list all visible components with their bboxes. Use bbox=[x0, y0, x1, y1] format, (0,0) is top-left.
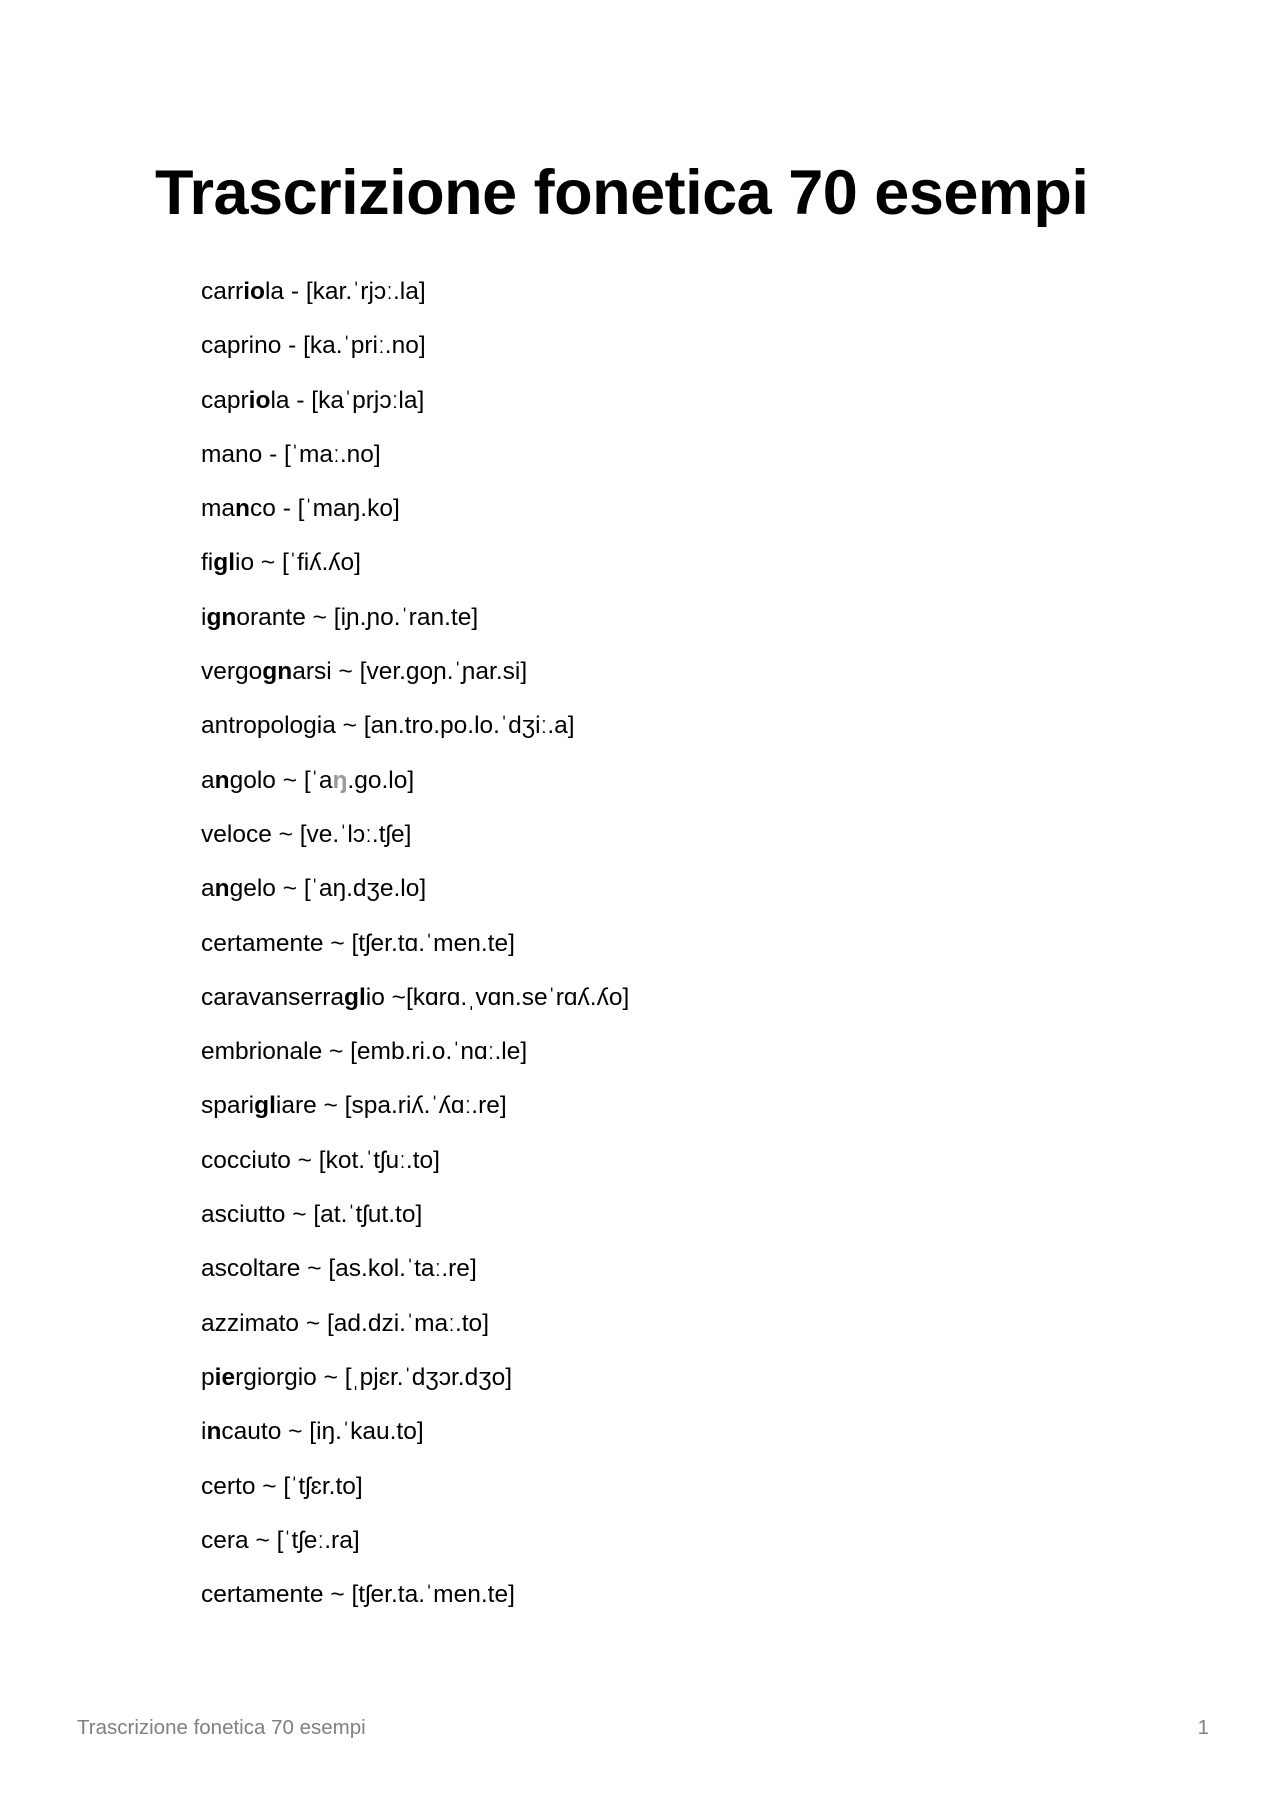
example-text bbox=[201, 1527, 360, 1555]
example-text bbox=[201, 1310, 489, 1338]
example-text-segment: la - [kaˈprjɔːla] bbox=[270, 386, 425, 414]
example-text-segment: certo ~ [ˈtʃɛr.to] bbox=[201, 1472, 363, 1500]
highlighted-letters: n bbox=[214, 766, 230, 794]
highlighted-letters: gl bbox=[254, 1092, 276, 1120]
example-text bbox=[201, 1364, 512, 1392]
example-text-segment: a bbox=[201, 766, 215, 794]
example-text-segment: p bbox=[201, 1363, 215, 1391]
example-text bbox=[201, 1201, 422, 1229]
example-text-segment: fi bbox=[201, 549, 214, 577]
example-text bbox=[201, 387, 424, 415]
example-text-segment: capr bbox=[201, 386, 249, 414]
example-text-segment: asciutto ~ [at.ˈtʃut.to] bbox=[201, 1201, 423, 1229]
highlighted-letters: n bbox=[235, 495, 251, 523]
example-text-segment: certamente ~ [tʃer.tɑ.ˈmen.te] bbox=[201, 929, 515, 957]
example-text bbox=[201, 930, 515, 958]
example-text-segment: ma bbox=[201, 495, 236, 523]
example-text bbox=[201, 984, 629, 1012]
highlighted-letters: n bbox=[206, 1418, 222, 1446]
highlighted-letters: n bbox=[214, 875, 230, 903]
highlighted-letters: gn bbox=[206, 603, 237, 631]
example-text bbox=[201, 604, 478, 632]
example-text bbox=[201, 1581, 515, 1609]
example-text bbox=[201, 332, 426, 360]
example-text bbox=[201, 441, 381, 469]
example-text-segment: golo ~ [ˈa bbox=[229, 766, 333, 794]
highlighted-letters: ie bbox=[214, 1363, 236, 1391]
example-text-segment: ascoltare ~ [as.kol.ˈtaː.re] bbox=[201, 1255, 477, 1283]
highlighted-letters: gn bbox=[262, 658, 293, 686]
example-text-segment: orante ~ [iɲ.ɲo.ˈran.te] bbox=[236, 603, 479, 631]
example-text-segment: iare ~ [spa.riʎ.ˈʎɑː.re] bbox=[275, 1092, 507, 1120]
example-text-segment: antropologia ~ [an.tro.po.lo.ˈdʒiː.a] bbox=[201, 712, 575, 740]
example-text-segment: arsi ~ [ver.goɲ.ˈɲar.si] bbox=[292, 658, 528, 686]
highlighted-letters: io bbox=[248, 386, 271, 414]
example-text bbox=[201, 1147, 440, 1175]
example-text bbox=[201, 767, 414, 795]
highlighted-letters: ŋ bbox=[332, 766, 348, 794]
highlighted-letters: gl bbox=[213, 549, 236, 577]
example-text-segment: mano - [ˈmaː.no] bbox=[201, 440, 381, 468]
page-number: 1 bbox=[1197, 1716, 1209, 1739]
example-text-segment: cauto ~ [iŋ.ˈkau.to] bbox=[221, 1418, 424, 1446]
example-text-segment: co - [ˈmaŋ.ko] bbox=[250, 495, 400, 523]
example-text-segment: i bbox=[201, 1418, 207, 1446]
example-text-segment: gelo ~ [ˈaŋ.dʒe.lo] bbox=[229, 875, 427, 903]
example-text-segment: cocciuto ~ [kot.ˈtʃuː.to] bbox=[201, 1146, 440, 1174]
example-text bbox=[201, 278, 426, 306]
example-text bbox=[201, 1092, 507, 1120]
example-text bbox=[201, 821, 411, 849]
example-text bbox=[201, 658, 527, 686]
highlighted-letters: io bbox=[243, 278, 265, 305]
example-text-segment: veloce ~ [ve.ˈlɔː.tʃe] bbox=[201, 820, 412, 848]
example-text bbox=[201, 1038, 527, 1066]
example-text-segment: caprino - [ka.ˈpriː.no] bbox=[201, 332, 426, 360]
example-text-segment: la - [kar.ˈrjɔː.la] bbox=[264, 278, 426, 305]
example-text-segment: embrionale ~ [emb.ri.o.ˈnɑː.le] bbox=[201, 1038, 528, 1066]
example-text bbox=[201, 549, 361, 577]
example-text bbox=[201, 712, 575, 740]
example-text-segment: caravanserra bbox=[201, 983, 344, 1011]
example-text bbox=[201, 495, 400, 523]
example-text-segment: vergo bbox=[201, 658, 263, 686]
example-text-segment: certamente ~ [tʃer.ta.ˈmen.te] bbox=[201, 1581, 515, 1609]
example-text bbox=[201, 1473, 363, 1501]
example-text-segment: rgiorgio ~ [ˌpjɛr.ˈdʒɔr.dʒo] bbox=[235, 1363, 512, 1391]
example-text-segment: io ~[kɑrɑ.ˌvɑn.seˈrɑʎ.ʎo] bbox=[365, 983, 630, 1011]
footer-title: Trascrizione fonetica 70 esempi bbox=[77, 1716, 366, 1739]
example-text-segment: i bbox=[201, 603, 207, 631]
example-text-segment: io ~ [ˈfiʎ.ʎo] bbox=[235, 549, 361, 577]
example-text-segment: azzimato ~ [ad.dzi.ˈmaː.to] bbox=[201, 1309, 489, 1337]
highlighted-letters: gl bbox=[343, 983, 366, 1011]
example-text-segment: carr bbox=[201, 278, 244, 305]
example-text bbox=[201, 875, 426, 903]
example-text-segment: cera ~ [ˈtʃeː.ra] bbox=[201, 1526, 360, 1554]
example-text-segment: .go.lo] bbox=[347, 766, 415, 794]
example-text-segment: a bbox=[201, 875, 215, 903]
example-text-segment: spari bbox=[201, 1092, 255, 1120]
example-text bbox=[201, 1418, 424, 1446]
example-text bbox=[201, 1255, 477, 1283]
page-title: Trascrizione fonetica 70 esempi bbox=[155, 158, 1089, 228]
